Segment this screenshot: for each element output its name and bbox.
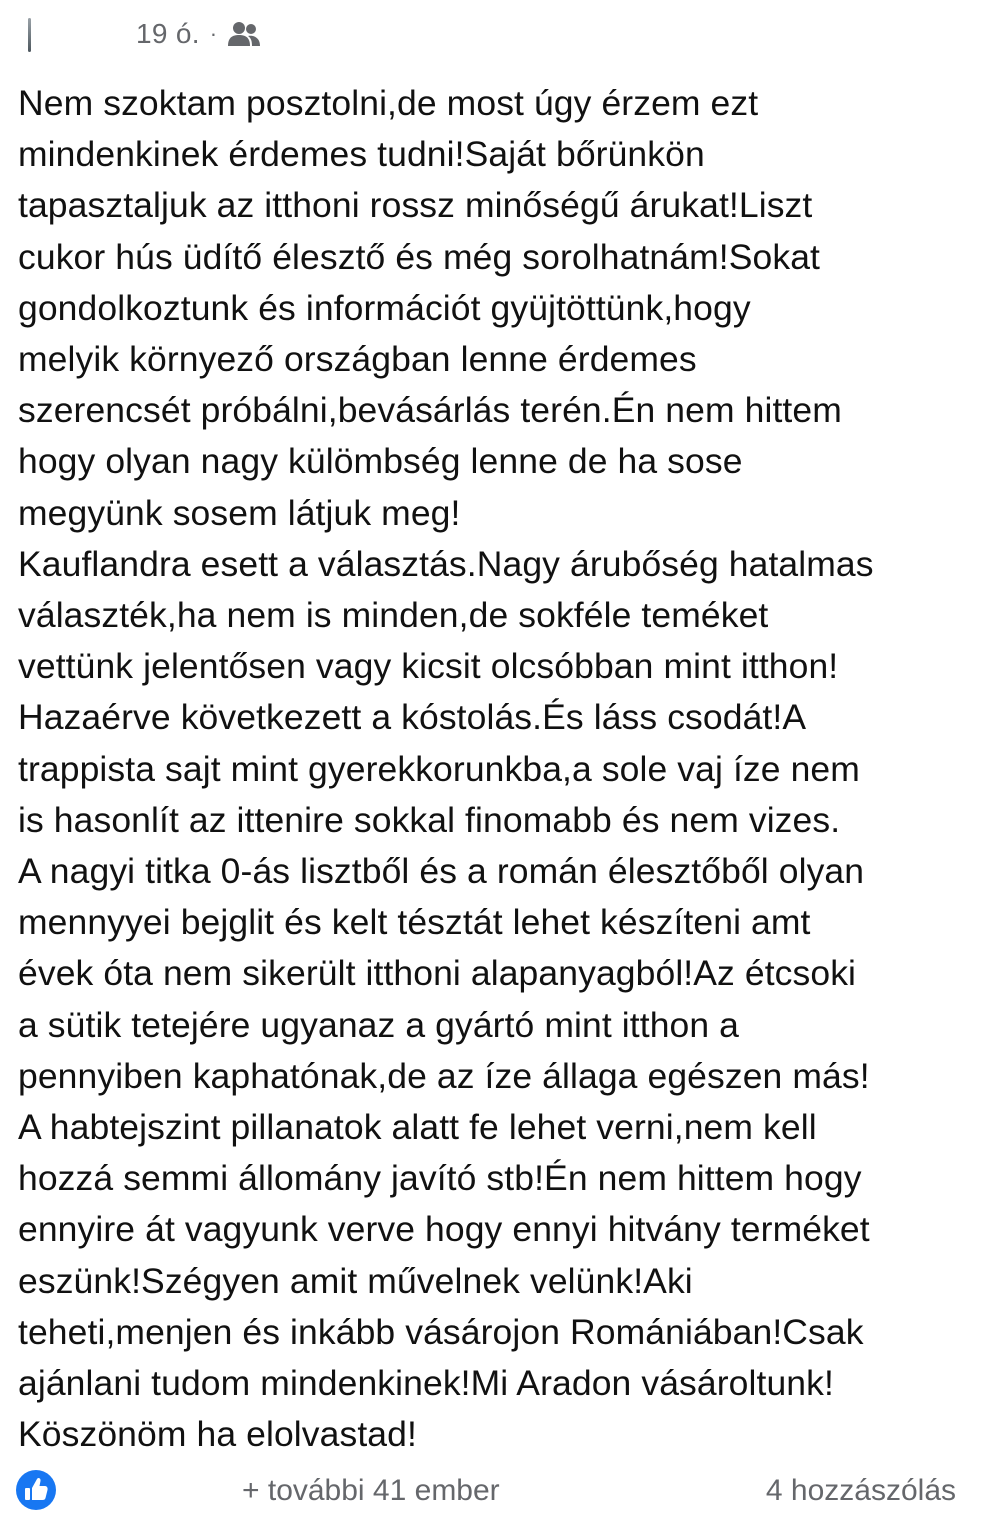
friends-icon[interactable] [227,21,261,47]
post-text-line: hozzá semmi állomány javító stb!Én nem hittem hogy [18,1158,862,1199]
author-avatar[interactable] [28,18,31,52]
post-text [18,78,973,1460]
post-header [0,0,987,70]
post-text-line: megyünk sosem látjuk meg! [18,492,461,533]
post-text-line: a sütik tetejére ugyanaz a gyártó mint itthon a [18,1004,740,1045]
post-text-line: vettünk jelentősen vagy kicsit olcsóbban mint itthon! [18,646,839,687]
post-text-line: szerencsét próbálni,bevásárlás terén.Én nem hittem [18,390,842,431]
post-text-line: mennyyei bejglit és kelt tésztát lehet készíteni amt [18,902,811,943]
post-text-line: A habtejszint pillanatok alatt fe lehet verni,nem kell [18,1107,817,1148]
post-text-line: mindenkinek érdemes tudni!Saját bőrünkön [18,134,705,175]
post-text-line: Köszönöm ha elolvastad! [18,1414,417,1455]
post-text-line: Hazaérve következett a kóstolás.És láss csodát!A [18,697,807,738]
post-timestamp[interactable]: 19 ó. [136,18,200,49]
post-text-line: eszünk!Szégyen amit művelnek velünk!Aki [18,1260,693,1301]
post-text-line: ajánlani tudom mindenkinek!Mi Aradon vásároltunk! [18,1363,834,1404]
post-text-line: évek óta nem sikerült itthoni alapanyagból!Az étcsoki [18,953,857,994]
post-text-line: is hasonlít az ittenire sokkal finomabb és nem vizes. [18,799,841,840]
post-meta [136,16,261,52]
post-text-line: pennyiben kaphatónak,de az íze állaga egészen más! [18,1055,870,1096]
post-text-line: hogy olyan nagy külömbség lenne de ha sose [18,441,743,482]
post-text-line: melyik környező országban lenne érdemes [18,339,697,380]
post-text-line: trappista sajt mint gyerekkorunkba,a sole vaj íze nem [18,748,860,789]
post-text-line: választék,ha nem is minden,de sokféle teméket [18,595,769,636]
like-reaction-icon[interactable] [14,1468,58,1512]
post-text-line: cukor hús üdítő élesztő és még sorolhatnám!Sokat [18,236,821,277]
post-text-line: ennyire át vagyunk verve hogy ennyi hitvány terméket [18,1209,870,1250]
post-text-line: teheti,menjen és inkább vásárojon Romániában!Csak [18,1311,864,1352]
post-text-line: gondolkoztunk és információt gyüjtöttünk,hogy [18,287,751,328]
post-text-line: tapasztaljuk az itthoni rossz minőségű árukat!Liszt [18,185,813,226]
post-footer [0,1462,987,1524]
post-text-line: A nagyi titka 0-ás lisztből és a román élesztőből olyan [18,851,865,892]
reactions-count[interactable]: + további 41 ember [242,1474,500,1507]
post-text-line: Nem szoktam posztolni,de most úgy érzem ezt [18,83,759,123]
comments-count[interactable]: 4 hozzászólás [765,1474,956,1507]
post-text-line: Kauflandra esett a választás.Nagy árubőség hatalmas [18,543,874,584]
meta-separator: · [209,21,218,46]
